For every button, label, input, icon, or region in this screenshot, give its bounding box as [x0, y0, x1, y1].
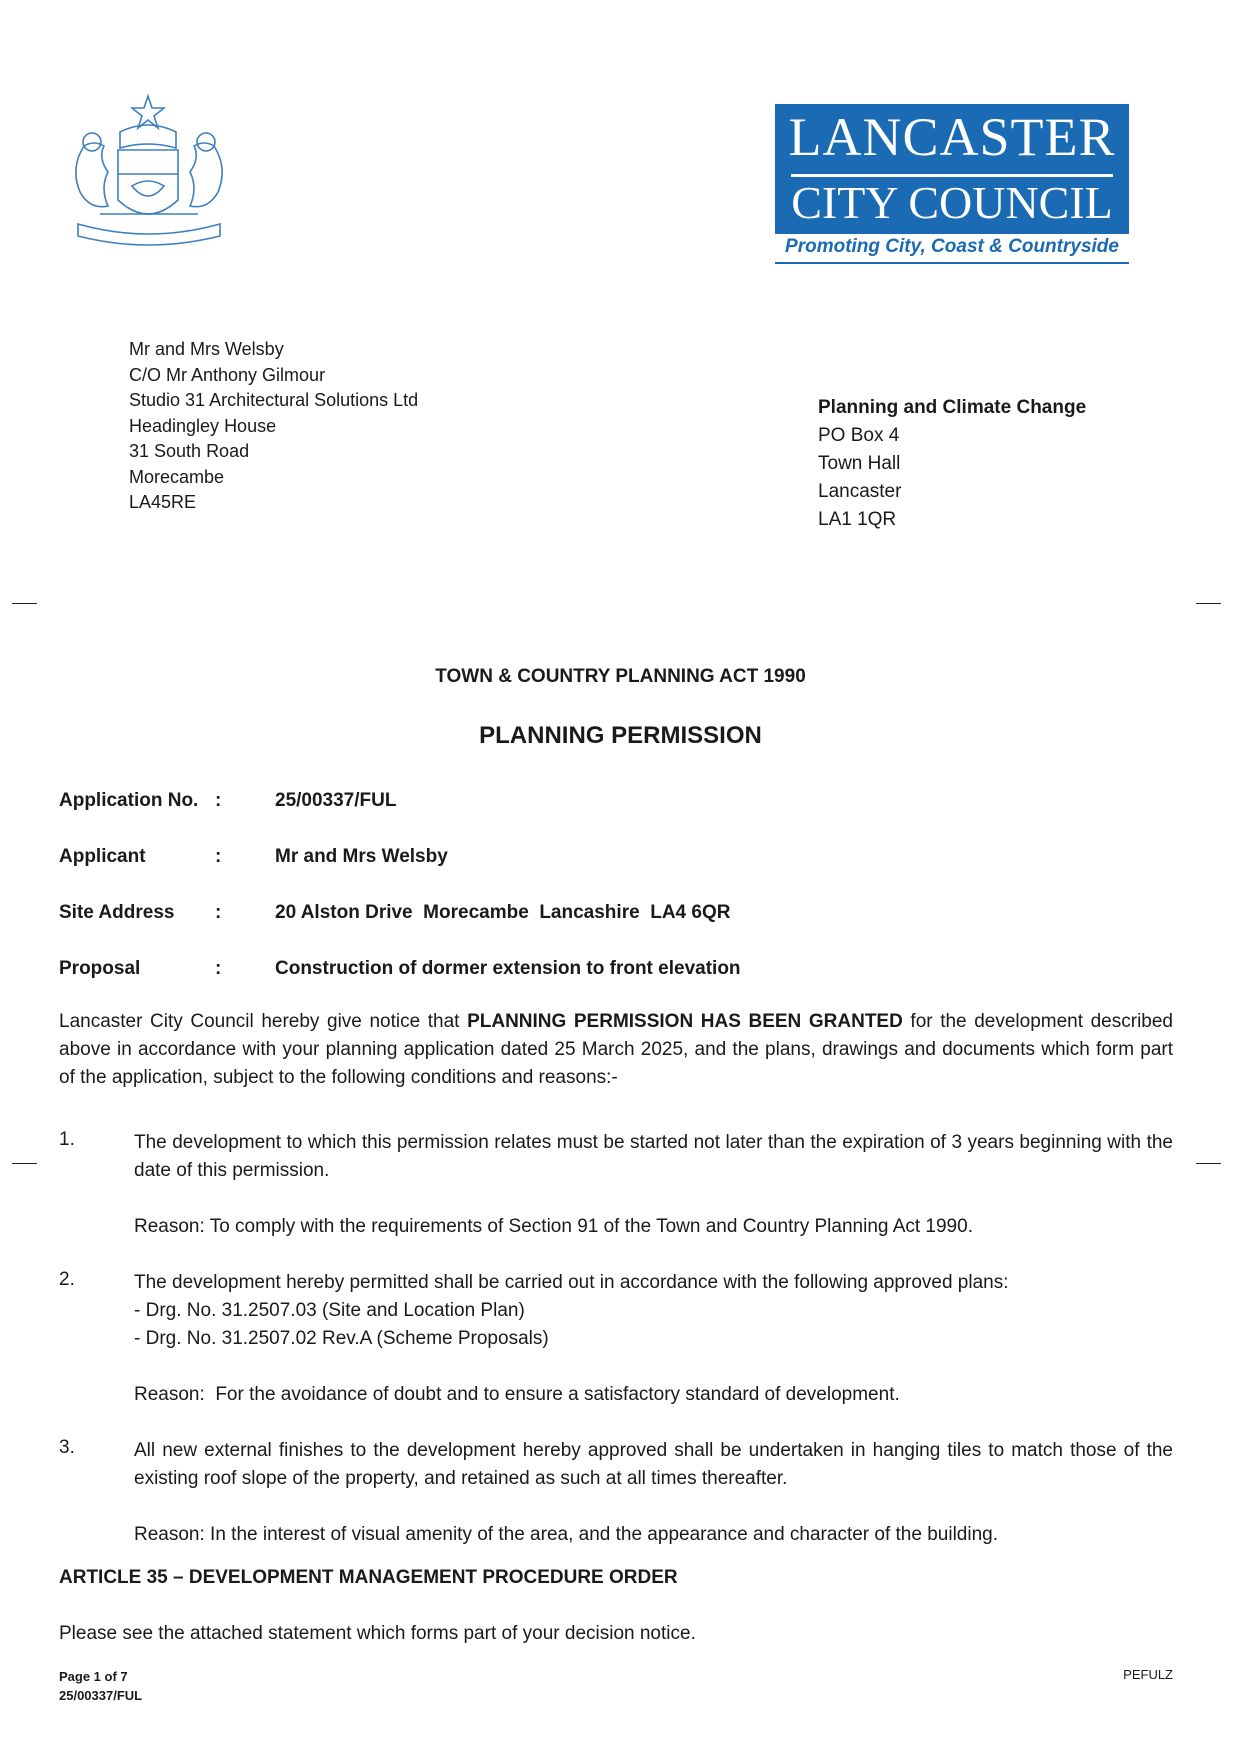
- condition-text: All new external finishes to the development hereby approved shall be undertaken in hanging tiles to match those of the existing roof slope of the property, and retained as such at all times thereafter.: [134, 1440, 1173, 1489]
- office-line: Town Hall: [818, 453, 901, 474]
- council-logo: [775, 104, 1129, 234]
- logo-line-lancaster: LANCASTER: [788, 107, 1116, 167]
- office-line: PO Box 4: [818, 425, 900, 446]
- article-title: ARTICLE 35 – DEVELOPMENT MANAGEMENT PROCEDURE ORDER: [59, 1567, 678, 1588]
- condition-reason: Reason: To comply with the requirements of Section 91 of the Town and Country Planning Act 1990.: [134, 1216, 973, 1237]
- condition-number: 1.: [59, 1129, 75, 1150]
- logo-line-city-council: CITY COUNCIL: [791, 177, 1113, 228]
- office-department: Planning and Climate Change: [818, 397, 1087, 418]
- recipient-line: LA45RE: [129, 492, 197, 512]
- article-text: Please see the attached statement which forms part of your decision notice.: [59, 1623, 696, 1644]
- field-value: Construction of dormer extension to front elevation: [275, 958, 741, 979]
- field-colon: :: [215, 846, 222, 867]
- condition-text: The development to which this permission relates must be started not later than the expiration of 3 years beginning with the date of this permission.: [134, 1132, 1173, 1181]
- permission-granted-text: PLANNING PERMISSION HAS BEEN GRANTED: [467, 1011, 903, 1032]
- approved-plan-item: - Drg. No. 31.2507.03 (Site and Location Plan): [134, 1300, 525, 1321]
- logo-tagline: Promoting City, Coast & Countryside: [775, 236, 1129, 264]
- approved-plan-item: - Drg. No. 31.2507.02 Rev.A (Scheme Proposals): [134, 1328, 549, 1349]
- fold-mark: [12, 603, 37, 604]
- field-value: 20 Alston Drive Morecambe Lancashire LA4 6QR: [275, 902, 731, 923]
- recipient-line: C/O Mr Anthony Gilmour: [129, 364, 326, 385]
- condition-text: The development hereby permitted shall be carried out in accordance with the following approved plans:: [134, 1272, 1009, 1293]
- page-number: Page 1 of 7: [59, 1669, 128, 1684]
- recipient-line: Headingley House: [129, 415, 277, 436]
- field-value: Mr and Mrs Welsby: [275, 846, 448, 867]
- office-line: Lancaster: [818, 481, 902, 502]
- intro-text: Lancaster City Council hereby give notice that: [59, 1011, 468, 1032]
- recipient-line: Mr and Mrs Welsby: [129, 339, 284, 359]
- field-label: Proposal: [59, 958, 141, 979]
- council-office-address: [818, 394, 1086, 534]
- field-colon: :: [215, 790, 222, 811]
- office-line: LA1 1QR: [818, 509, 897, 530]
- recipient-address: [129, 337, 418, 516]
- condition-number: 3.: [59, 1437, 75, 1458]
- condition-reason: Reason: For the avoidance of doubt and to ensure a satisfactory standard of development.: [134, 1384, 900, 1405]
- council-crest-icon: [60, 88, 238, 250]
- intro-text: for the development described above in accordance with your planning application dated 25 March 2025, and the plans, drawings and documents which form part of the application, subject to the following conditions and reasons:-: [59, 1011, 1173, 1088]
- field-label: Applicant: [59, 846, 146, 867]
- recipient-line: 31 South Road: [129, 441, 250, 461]
- condition-reason: Reason: In the interest of visual amenity of the area, and the appearance and character of the building.: [134, 1524, 998, 1545]
- condition-number: 2.: [59, 1269, 75, 1290]
- field-value: 25/00337/FUL: [275, 790, 397, 811]
- footer-reference: 25/00337/FUL: [59, 1688, 143, 1703]
- recipient-line: Studio 31 Architectural Solutions Ltd: [129, 390, 419, 410]
- fold-mark: [1196, 1163, 1221, 1164]
- field-colon: :: [215, 958, 222, 979]
- recipient-line: Morecambe: [129, 466, 225, 487]
- field-label: Site Address: [59, 902, 175, 923]
- fold-mark: [1196, 603, 1221, 604]
- field-colon: :: [215, 902, 222, 923]
- act-title: TOWN & COUNTRY PLANNING ACT 1990: [435, 666, 806, 687]
- intro-paragraph: [59, 1008, 1173, 1092]
- document-title: PLANNING PERMISSION: [479, 722, 762, 749]
- footer-page-info: [59, 1667, 142, 1705]
- fold-mark: [12, 1163, 37, 1164]
- footer-code: PEFULZ: [1123, 1667, 1173, 1682]
- field-label: Application No.: [59, 790, 199, 811]
